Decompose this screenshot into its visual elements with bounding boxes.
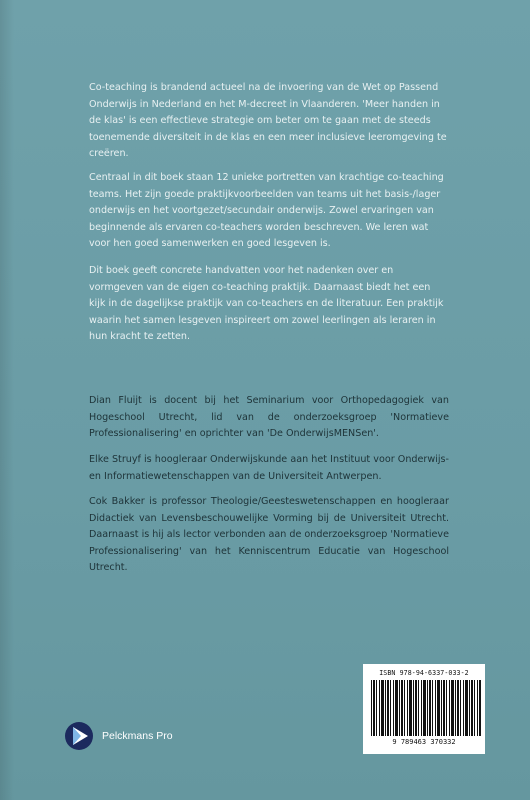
spine-shadow: [0, 0, 14, 800]
blurb-paragraph-2: [89, 170, 449, 253]
author-bio-bakker: [89, 494, 449, 577]
blurb-text: Dit boek geeft concrete handvatten voor het nadenken over en vormgeven van de eigen co-teaching praktijk. Daarnaast biedt het een kijk in de dagelijkse praktijk van co-teachers en de literatuur. Een praktijk waarin het samen lesgeven inspireert om zowel leerlingen als leraren in hun kracht te zetten.: [89, 265, 444, 343]
blurb-paragraph-3: [89, 263, 449, 346]
barcode: [363, 664, 485, 754]
blurb-text: Centraal in dit boek staan 12 unieke portretten van krachtige co-teaching teams. Het zijn goede praktijkvoorbeelden van teams uit het basis-/lager onderwijs en het voortgezet/secundair onderwijs. Zowel ervaringen van beginnende als ervaren co-teachers worden beschreven. We leren wat voor hen goed samenwerken en goed lesgeven is.: [89, 172, 444, 250]
barcode-number: 9 789463 370332: [392, 738, 456, 746]
blurb-paragraph-1: [89, 80, 449, 163]
bio-text: Cok Bakker is professor Theologie/Geesteswetenschappen en hoogleraar Didactiek van Levensbeschouwelijke Vorming bij de Universiteit Utrecht. Daarnaast is hij als lector verbonden aan de onderzoeksgroep 'Normatieve Professionalisering' van het Kenniscentrum Educatie van Hogeschool Utrecht.: [89, 496, 449, 574]
publisher-block: [64, 720, 173, 752]
pelckmans-logo-icon: [64, 721, 94, 751]
bio-text: Elke Struyf is hoogleraar Onderwijskunde aan het Instituut voor Onderwijs- en Informatiewetenschappen van de Universiteit Antwerpen.: [89, 454, 449, 482]
isbn-label: ISBN 978-94-6337-033-2: [379, 669, 469, 677]
bio-text: Dian Fluijt is docent bij het Seminarium voor Orthopedagogiek van Hogeschool Utrecht, lid van de onderzoeksgroep 'Normatieve Professionalisering' en oprichter van 'De OnderwijsMENSen'.: [89, 395, 449, 440]
blurb-text: Co-teaching is brandend actueel na de invoering van de Wet op Passend Onderwijs in Nederland en het M-decreet in Vlaanderen. 'Meer handen in de klas' is een effectieve strategie om beter om te gaan met de steeds toenemende diversiteit in de klas en een meer inclusieve leeromgeving te creëren.: [89, 82, 447, 160]
barcode-bars: [371, 680, 481, 736]
author-bio-struyf: [89, 452, 449, 485]
publisher-name: Pelckmans Pro: [102, 730, 173, 742]
author-bio-fluijt: [89, 393, 449, 443]
